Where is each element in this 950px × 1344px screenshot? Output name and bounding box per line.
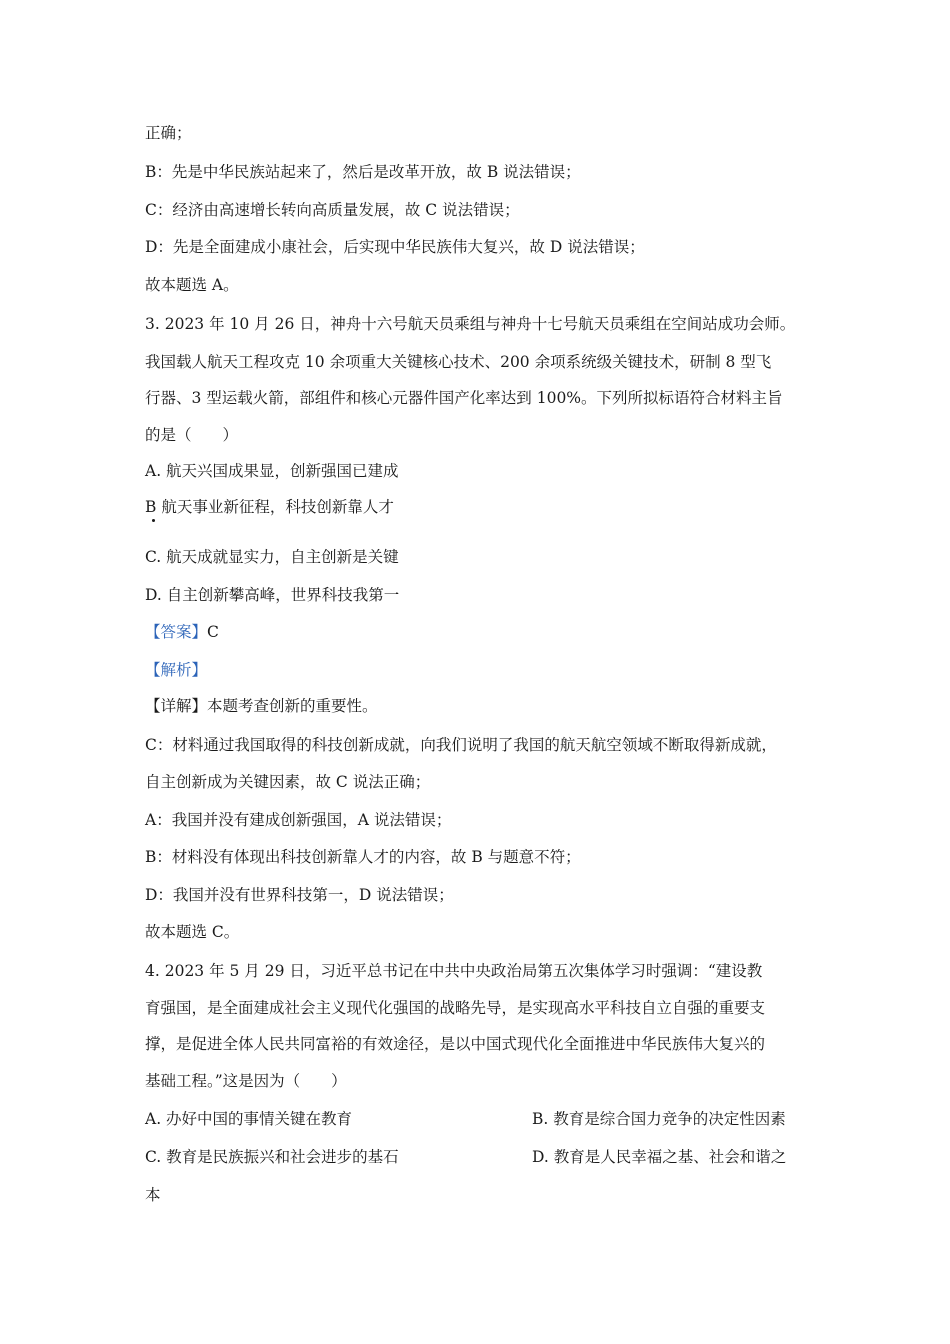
question-3-stem: 的是（ ）	[145, 426, 239, 444]
text-line: D：先是全面建成小康社会，后实现中华民族伟大复兴，故 D 说法错误；	[145, 238, 645, 256]
answer-value: C	[207, 623, 219, 641]
text-line: C：经济由高速增长转向高质量发展，故 C 说法错误；	[145, 201, 520, 219]
q4-option-d-continued: 本	[145, 1186, 161, 1204]
question-4-stem: 4. 2023 年 5 月 29 日，习近平总书记在中共中央政治局第五次集体学习时强调：“建设教	[145, 962, 763, 980]
text-line: D：我国并没有世界科技第一，D 说法错误；	[145, 886, 454, 904]
text-line: B：先是中华民族站起来了，然后是改革开放，故 B 说法错误；	[145, 163, 581, 181]
question-4-stem: 撑，是促进全体人民共同富裕的有效途径，是以中国式现代化全面推进中华民族伟大复兴的	[145, 1035, 766, 1053]
q4-option-d: D. 教育是人民幸福之基、社会和谐之	[532, 1148, 787, 1166]
text-line: 故本题选 C。	[145, 923, 240, 941]
question-4-stem: 基础工程。”这是因为（ ）	[145, 1072, 347, 1090]
text-line: 正确；	[145, 124, 192, 142]
detail-line: 【详解】本题考查创新的重要性。	[145, 697, 378, 715]
option-d: D. 自主创新攀高峰，世界科技我第一	[145, 586, 400, 604]
option-b: B 航天事业新征程，科技创新靠人才	[145, 498, 394, 516]
q4-option-a: A. 办好中国的事情关键在教育	[145, 1110, 353, 1128]
q4-option-c: C. 教育是民族振兴和社会进步的基石	[145, 1148, 399, 1166]
option-a: A. 航天兴国成果显，创新强国已建成	[145, 462, 399, 480]
question-3-stem: 3. 2023 年 10 月 26 日，神舟十六号航天员乘组与神舟十七号航天员乘组在空间站成功会师。	[145, 315, 796, 333]
text-line: 故本题选 A。	[145, 276, 239, 294]
text-line: A：我国并没有建成创新强国，A 说法错误；	[145, 811, 452, 829]
option-c: C. 航天成就显实力，自主创新是关键	[145, 548, 399, 566]
question-3-stem: 行器、3 型运载火箭，部组件和核心元器件国产化率达到 100%。下列所拟标语符合材料主旨	[145, 389, 783, 407]
text-line: 自主创新成为关键因素，故 C 说法正确；	[145, 773, 431, 791]
analysis-line	[145, 659, 207, 681]
question-4-stem: 育强国，是全面建成社会主义现代化强国的战略先导，是实现高水平科技自立自强的重要支	[145, 999, 766, 1017]
text-line: C：材料通过我国取得的科技创新成就，向我们说明了我国的航天航空领域不断取得新成就，	[145, 736, 777, 754]
q4-option-b: B. 教育是综合国力竞争的决定性因素	[532, 1110, 786, 1128]
text-line: B：材料没有体现出科技创新靠人才的内容，故 B 与题意不符；	[145, 848, 581, 866]
stray-dot	[152, 519, 155, 522]
question-3-stem: 我国载人航天工程攻克 10 余项重大关键核心技术、200 余项系统级关键技术，研制 8 型飞	[145, 353, 772, 371]
answer-tag: 【答案】	[145, 623, 208, 641]
analysis-tag: 【解析】	[145, 661, 208, 679]
answer-line	[145, 621, 219, 643]
